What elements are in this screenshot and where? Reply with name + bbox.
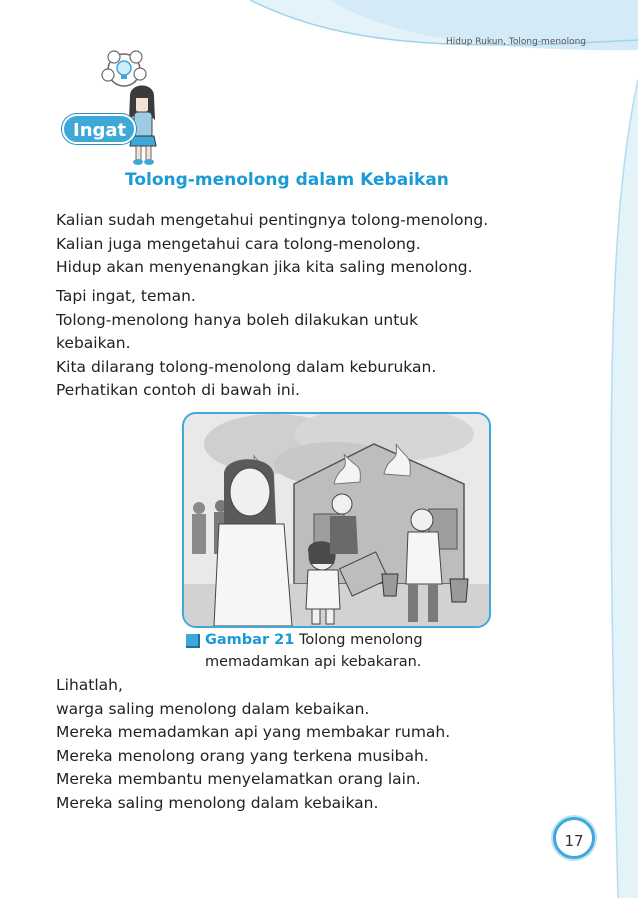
text-line: Perhatikan contoh di bawah ini. bbox=[56, 381, 300, 399]
running-header: Hidup Rukun, Tolong-menolong bbox=[446, 37, 586, 47]
paragraph-3 bbox=[56, 379, 300, 403]
ingat-badge: Ingat bbox=[62, 114, 136, 144]
caption-text-line2: memadamkan api kebakaran. bbox=[205, 654, 422, 670]
caption-marker-icon bbox=[186, 634, 200, 648]
text-line: Hidup akan menyenangkan jika kita saling menolong. bbox=[56, 258, 473, 276]
text-line: warga saling menolong dalam kebaikan. bbox=[56, 699, 370, 718]
ingat-callout bbox=[56, 48, 176, 168]
paragraph-1 bbox=[56, 209, 488, 280]
text-line: Mereka membantu menyelamatkan orang lain. bbox=[56, 770, 421, 788]
paragraph-2 bbox=[56, 285, 436, 379]
text-line: Mereka menolong orang yang terkena musibah. bbox=[56, 746, 429, 765]
text-line: Mereka saling menolong dalam kebaikan. bbox=[56, 793, 379, 812]
text-line: Kita dilarang tolong-menolong dalam keburukan. bbox=[56, 357, 437, 376]
caption-text: Tolong menolong bbox=[298, 632, 423, 648]
text-line: Lihatlah, bbox=[56, 676, 123, 694]
girl-thinking-illustration bbox=[56, 48, 176, 168]
text-line: Kalian juga mengetahui cara tolong-menolong. bbox=[56, 234, 421, 253]
closing-paragraph bbox=[56, 674, 450, 815]
page-number: 17 bbox=[553, 817, 595, 859]
fire-rescue-illustration bbox=[182, 412, 491, 628]
text-line: kebaikan. bbox=[56, 334, 131, 352]
text-line: Mereka memadamkan api yang membakar rumah. bbox=[56, 723, 451, 741]
text-line: Tapi ingat, teman. bbox=[56, 287, 196, 305]
right-margin-decoration bbox=[578, 0, 638, 898]
section-title: Tolong-menolong dalam Kebaikan bbox=[125, 170, 449, 190]
text-line: Tolong-menolong hanya boleh dilakukan untuk bbox=[56, 310, 419, 329]
text-line: Kalian sudah mengetahui pentingnya tolong-menolong. bbox=[56, 211, 489, 229]
illustration-art bbox=[184, 414, 489, 626]
figure-label: Gambar 21 bbox=[205, 632, 295, 648]
